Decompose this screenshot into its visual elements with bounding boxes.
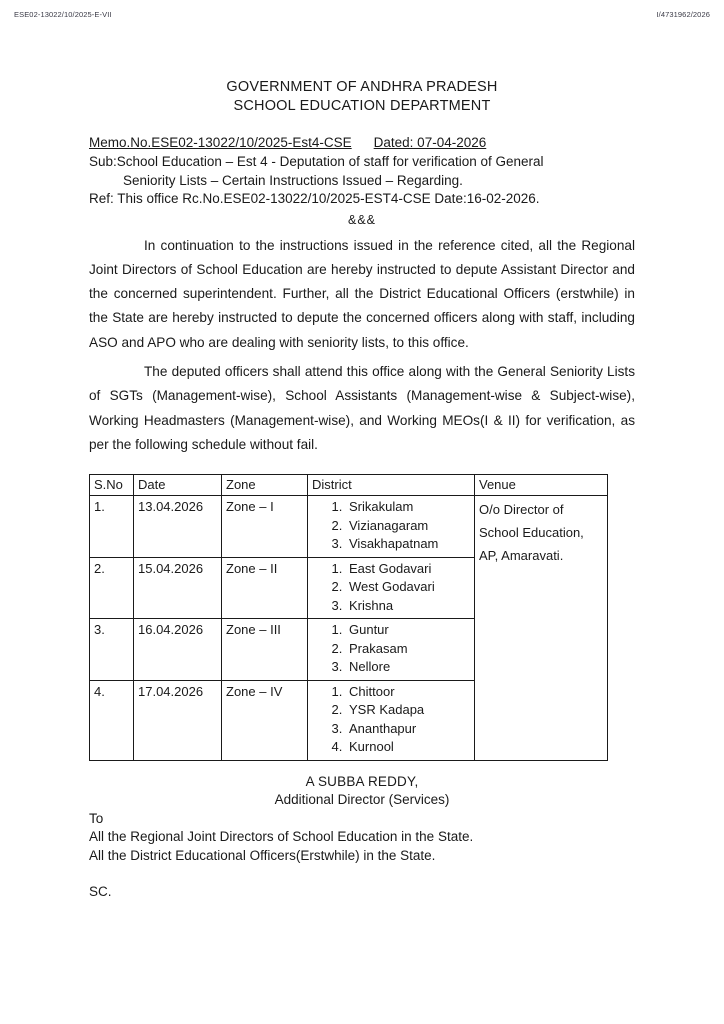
- cell-date: 17.04.2026: [134, 680, 222, 760]
- memo-number: Memo.No.ESE02-13022/10/2025-Est4-CSE: [89, 135, 352, 150]
- district-list: [312, 560, 470, 616]
- district-item: 1. East Godavari: [346, 560, 470, 579]
- table-row: [90, 496, 608, 558]
- column-header-venue: Venue: [475, 475, 608, 496]
- cell-date: 15.04.2026: [134, 557, 222, 619]
- government-name: GOVERNMENT OF ANDHRA PRADESH: [226, 79, 498, 95]
- cell-districts: [308, 557, 475, 619]
- distribution-block: [89, 810, 635, 866]
- memo-header-line: [89, 134, 635, 151]
- distribution-item: All the Regional Joint Directors of School Education in the State.: [89, 829, 474, 845]
- copy-note: SC.: [89, 884, 112, 900]
- venue-line-3: AP, Amaravati.: [479, 548, 564, 564]
- district-item: 1. Guntur: [346, 621, 470, 640]
- signatory-designation: Additional Director (Services): [274, 791, 450, 807]
- subject-label: Sub:: [89, 154, 117, 169]
- signatory-name: A SUBBA REDDY,: [305, 773, 419, 789]
- district-item: 2. West Godavari: [346, 578, 470, 597]
- cell-sno: 2.: [90, 557, 134, 619]
- district-item: 4. Kurnool: [346, 738, 470, 757]
- venue-line-2: School Education,: [479, 525, 584, 541]
- table-body: [90, 496, 608, 761]
- body-paragraph-1: In continuation to the instructions issued in the reference cited, all the Regional Joint Directors of School Education are hereby instructed to depute Assistant Director and the concerned superintendent. Further, all the District Educational Officers (erstwhile) in the State are hereby instructed to depute the concerned officers along with staff, including ASO and APO who are dealing with seniority lists, to this office.: [89, 237, 635, 350]
- district-list: [312, 621, 470, 677]
- schedule-table-wrapper: [89, 474, 635, 761]
- cell-sno: 3.: [90, 619, 134, 681]
- cell-districts: [308, 619, 475, 681]
- department-name: SCHOOL EDUCATION DEPARTMENT: [233, 98, 491, 114]
- column-header-date: Date: [134, 475, 222, 496]
- district-item: 1. Chittoor: [346, 683, 470, 702]
- subject-first-line: [89, 153, 635, 172]
- reference-line: Ref: This office Rc.No.ESE02-13022/10/2025-EST4-CSE Date:16-02-2026.: [89, 191, 540, 206]
- cell-date: 13.04.2026: [134, 496, 222, 558]
- memo-date: Dated: 07-04-2026: [373, 135, 487, 150]
- signature-block: [89, 773, 635, 809]
- district-item: 1. Srikakulam: [346, 498, 470, 517]
- district-item: 2. Vizianagaram: [346, 517, 470, 536]
- cell-zone: Zone – III: [222, 619, 308, 681]
- subject-block: [89, 153, 635, 190]
- body-paragraph-2: The deputed officers shall attend this office along with the General Seniority Lists of SGTs (Management-wise), School Assistants (Management-wise & Subject-wise), Working Headmasters (Management-wise), and Working MEOs(I & II) for verification, as per the following schedule without fail.: [89, 363, 635, 452]
- cell-districts: [308, 496, 475, 558]
- district-list: [312, 683, 470, 757]
- letterhead: [89, 78, 635, 116]
- distribution-item: All the District Educational Officers(Erstwhile) in the State.: [89, 847, 436, 863]
- district-item: 3. Krishna: [346, 597, 470, 616]
- district-item: 2. YSR Kadapa: [346, 701, 470, 720]
- cell-sno: 4.: [90, 680, 134, 760]
- section-separator: &&&: [347, 212, 376, 227]
- cell-sno: 1.: [90, 496, 134, 558]
- venue-line-1: O/o Director of: [479, 502, 564, 518]
- column-header-zone: Zone: [222, 475, 308, 496]
- subject-text-line2: Seniority Lists – Certain Instructions Issued – Regarding.: [123, 172, 463, 188]
- document-serial-code: I/4731962/2026: [656, 9, 710, 19]
- column-header-sno: S.No: [90, 475, 134, 496]
- cell-venue: [475, 496, 608, 761]
- column-header-district: District: [308, 475, 475, 496]
- to-label: To: [89, 810, 104, 826]
- schedule-table: [89, 474, 608, 761]
- cell-zone: Zone – IV: [222, 680, 308, 760]
- cell-zone: Zone – I: [222, 496, 308, 558]
- district-item: 2. Prakasam: [346, 640, 470, 659]
- cell-date: 16.04.2026: [134, 619, 222, 681]
- district-item: 3. Visakhapatnam: [346, 535, 470, 554]
- cell-districts: [308, 680, 475, 760]
- district-item: 3. Nellore: [346, 658, 470, 677]
- subject-text-line1: School Education – Est 4 - Deputation of staff for verification of General: [116, 154, 544, 169]
- file-reference-code: ESE02-13022/10/2025-E-VII: [14, 9, 112, 19]
- district-list: [312, 498, 470, 554]
- table-header-row: [90, 475, 608, 496]
- subject-second-line: [89, 172, 635, 191]
- district-item: 3. Ananthapur: [346, 720, 470, 739]
- cell-zone: Zone – II: [222, 557, 308, 619]
